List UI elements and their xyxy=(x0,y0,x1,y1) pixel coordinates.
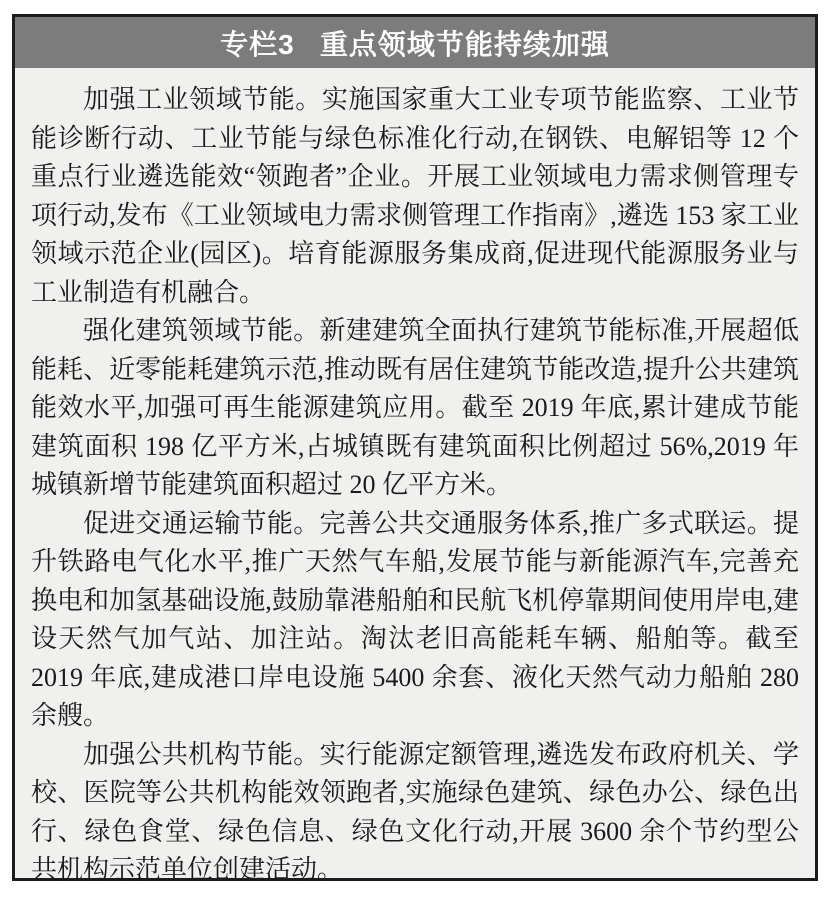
column-header-title: 重点领域节能持续加强 xyxy=(319,28,610,60)
column-header-label: 专栏3 xyxy=(220,28,295,60)
paragraph-public-institution-energy-saving: 加强公共机构节能。实行能源定额管理,遴选发布政府机关、学校、医院等公共机构能效领跑者,实施绿色建筑、绿色办公、绿色出行、绿色食堂、绿色信息、绿色文化行动,开展 3600 余个节约型公共机构示范单位创建活动。 xyxy=(31,739,799,884)
paragraph-building-energy-saving: 强化建筑领域节能。新建建筑全面执行建筑节能标准,开展超低能耗、近零能耗建筑示范,推动既有居住建筑节能改造,提升公共建筑能效水平,加强可再生能源建筑应用。截至 2019 年底,累计建成节能建筑面积 198 亿平方米,占城镇既有建筑面积比例超过 56%,2019 年城镇新增节能建筑面积超过 20 亿平方米。 xyxy=(31,316,799,499)
column-body xyxy=(15,68,815,890)
column-header xyxy=(15,17,815,68)
paragraph-transport-energy-saving: 促进交通运输节能。完善公共交通服务体系,推广多式联运。提升铁路电气化水平,推广天然气车船,发展节能与新能源汽车,完善充换电和加氢基础设施,鼓励靠港船舶和民航飞机停靠期间使用岸电,建设天然气加气站、加注站。淘汰老旧高能耗车辆、船舶等。截至 2019 年底,建成港口岸电设施 5400 余套、液化天然气动力船舶 280 余艘。 xyxy=(31,508,799,730)
column-box xyxy=(12,14,818,884)
paragraph-industry-energy-saving: 加强工业领域节能。实施国家重大工业专项节能监察、工业节能诊断行动、工业节能与绿色标准化行动,在钢铁、电解铝等 12 个重点行业遴选能效“领跑者”企业。开展工业领域电力需求侧管理专项行动,发布《工业领域电力需求侧管理工作指南》,遴选 153 家工业领域示范企业(园区)。培育能源服务集成商,促进现代能源服务业与工业制造有机融合。 xyxy=(31,85,799,307)
